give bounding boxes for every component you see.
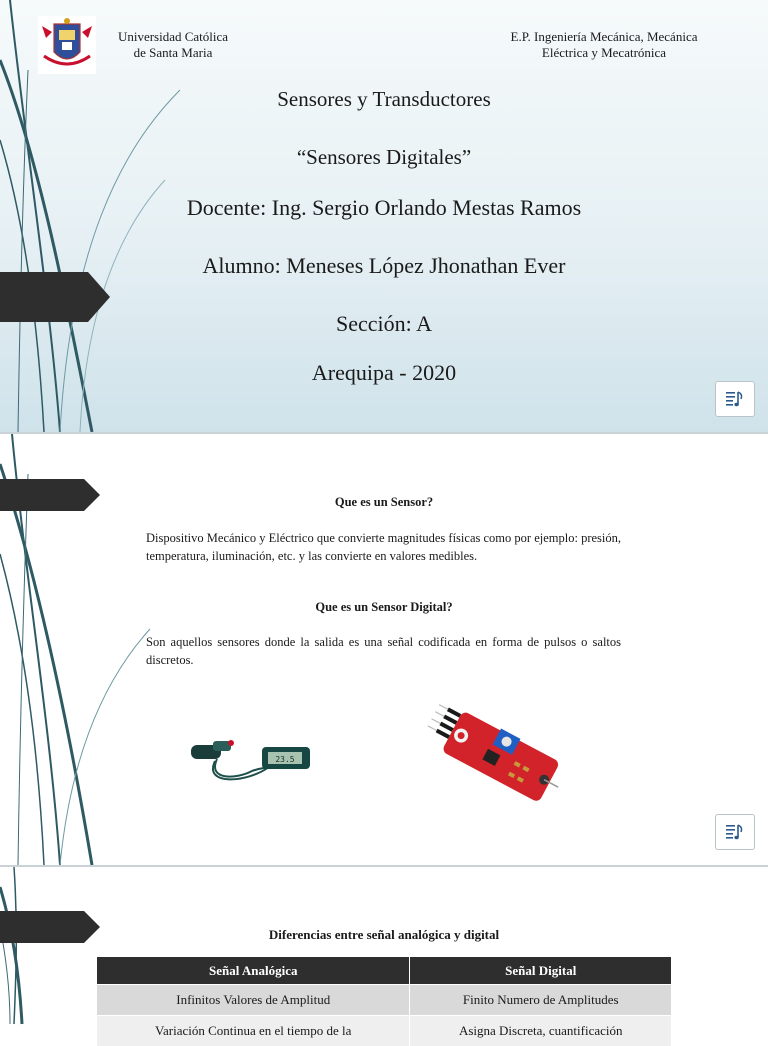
lcd-readout: 23.5 bbox=[275, 755, 294, 764]
section-line: Sección: A bbox=[0, 311, 768, 337]
differences-table bbox=[97, 957, 672, 1046]
table-row bbox=[97, 985, 672, 1016]
definition-slide bbox=[0, 434, 768, 865]
presentation-title: Sensores y Transductores bbox=[0, 87, 768, 112]
digital-thermometer-image bbox=[177, 681, 323, 827]
university-crest-icon bbox=[38, 16, 96, 74]
place-date-line: Arequipa - 2020 bbox=[0, 360, 768, 386]
table-cell: Asigna Discreta, cuantificación bbox=[410, 1016, 672, 1046]
student-line: Alumno: Meneses López Jhonathan Ever bbox=[0, 253, 768, 279]
question-sensor: Que es un Sensor? bbox=[0, 495, 768, 510]
question-digital-sensor: Que es un Sensor Digital? bbox=[0, 600, 768, 615]
paragraph-digital-sensor-definition: Son aquellos sensores donde la salida es una señal codificada en forma de pulsos o saltos discretos. bbox=[146, 633, 621, 669]
differences-slide bbox=[0, 867, 768, 1024]
title-slide bbox=[0, 0, 768, 432]
sensor-module-image bbox=[427, 681, 573, 827]
university-name: Universidad Católica de Santa Maria bbox=[100, 29, 246, 61]
school-name: E.P. Ingeniería Mecánica, Mecánica Eléctrica y Mecatrónica bbox=[488, 29, 720, 61]
differences-title: Diferencias entre señal analógica y digital bbox=[0, 927, 768, 943]
table-cell: Variación Continua en el tiempo de la bbox=[97, 1016, 410, 1046]
column-header: Señal Digital bbox=[410, 957, 672, 985]
presentation-subtitle: “Sensores Digitales” bbox=[0, 145, 768, 170]
table-cell: Finito Numero de Amplitudes bbox=[410, 985, 672, 1016]
audio-note-icon[interactable] bbox=[715, 814, 755, 850]
table-cell: Infinitos Valores de Amplitud bbox=[97, 985, 410, 1016]
teacher-line: Docente: Ing. Sergio Orlando Mestas Ramos bbox=[0, 195, 768, 221]
column-header: Señal Analógica bbox=[97, 957, 410, 985]
audio-note-icon[interactable] bbox=[715, 381, 755, 417]
paragraph-sensor-definition: Dispositivo Mecánico y Eléctrico que convierte magnitudes físicas como por ejemplo: presión, temperatura, iluminación, etc. y las convierte en valores medibles. bbox=[146, 529, 621, 565]
table-row bbox=[97, 1016, 672, 1046]
table-header-row bbox=[97, 957, 672, 985]
